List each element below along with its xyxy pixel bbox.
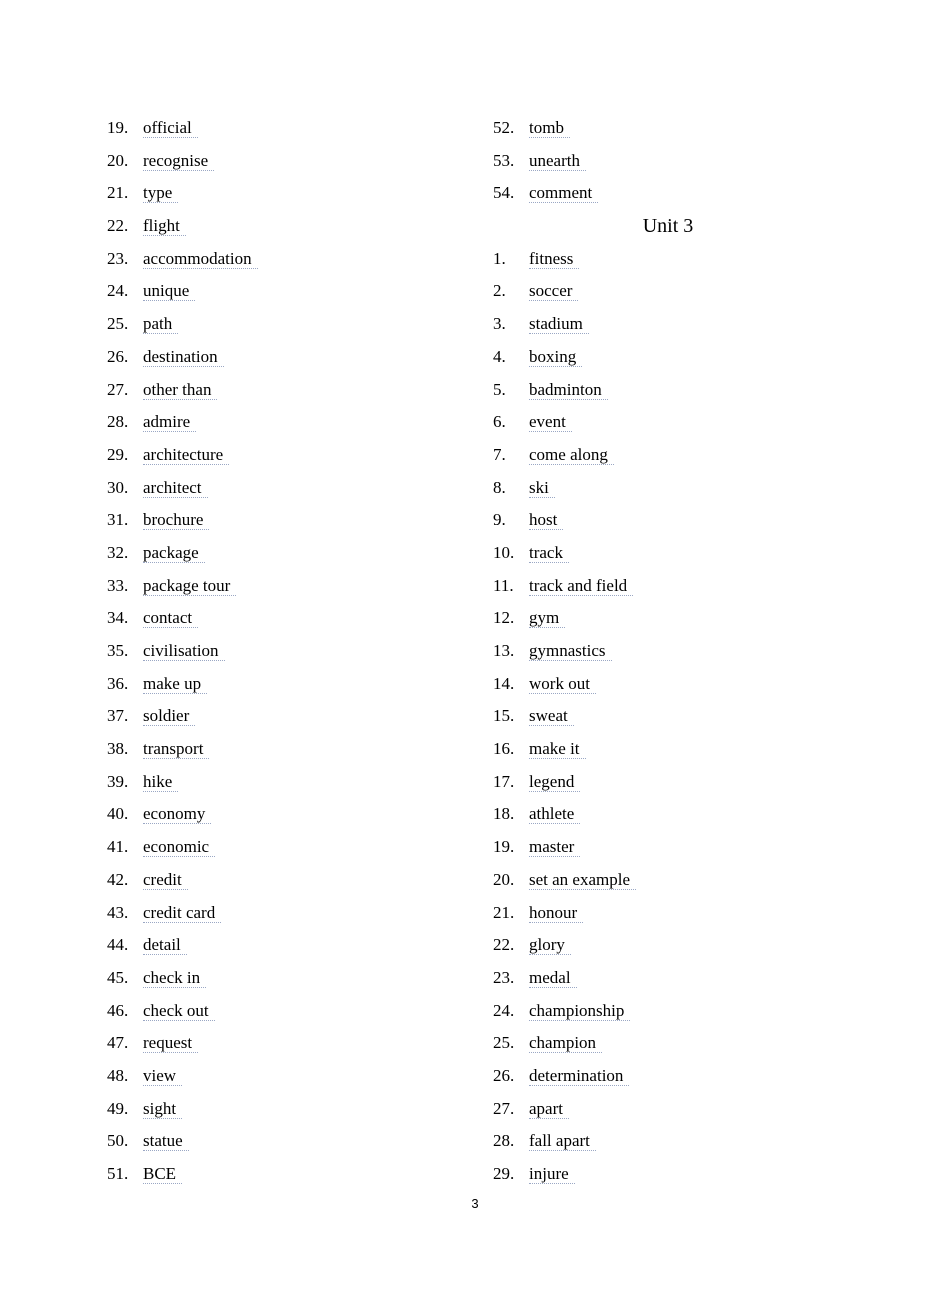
list-item [493,177,853,210]
list-item [107,275,467,308]
page-number: 3 [471,1196,479,1211]
list-item [107,177,467,210]
item-number: 7. [493,444,506,464]
vocabulary-word: tomb [529,119,570,138]
item-number: 1. [493,248,506,268]
item-number: 44. [107,935,129,955]
item-number: 39. [107,771,129,791]
item-number: 42. [107,869,129,889]
item-number: 30. [107,477,129,497]
item-number: 29. [493,1164,515,1183]
item-number: 46. [107,1000,129,1020]
list-item [107,766,467,799]
unit3-list [493,243,853,1191]
vocabulary-word: sweat [529,707,574,726]
list-item [493,570,853,603]
list-item [493,504,853,537]
list-item [493,995,853,1028]
vocabulary-word: hike [143,773,178,792]
list-item [493,798,853,831]
vocabulary-word: transport [143,740,209,759]
vocabulary-word: come along [529,446,614,465]
list-item [107,406,467,439]
vocabulary-word: unique [143,282,195,301]
item-number: 6. [493,412,506,432]
list-item [493,1060,853,1093]
list-item [107,308,467,341]
vocabulary-word: injure [529,1165,575,1184]
list-item [493,962,853,995]
vocabulary-word: path [143,315,178,334]
list-item [493,537,853,570]
list-item [107,341,467,374]
list-item [107,1158,467,1191]
vocabulary-word: credit [143,871,188,890]
list-item [107,112,467,145]
item-number: 28. [107,412,129,432]
item-number: 23. [107,248,129,268]
item-number: 45. [107,967,129,987]
vocabulary-word: boxing [529,348,582,367]
list-item [493,275,853,308]
vocabulary-word: statue [143,1132,189,1151]
item-number: 28. [493,1131,515,1151]
item-number: 26. [493,1065,515,1085]
vocabulary-word: work out [529,675,596,694]
vocabulary-word: medal [529,969,577,988]
item-number: 8. [493,477,506,497]
list-item [107,1093,467,1126]
vocabulary-word: soccer [529,282,578,301]
list-item [107,1027,467,1060]
item-number: 52. [493,118,515,137]
vocabulary-word: check out [143,1002,215,1021]
item-number: 34. [107,608,129,628]
vocabulary-word: track and field [529,577,633,596]
vocabulary-word: economic [143,838,215,857]
list-item [493,439,853,472]
item-number: 4. [493,346,506,366]
item-number: 17. [493,771,515,791]
vocabulary-word: stadium [529,315,589,334]
item-number: 48. [107,1065,129,1085]
item-number: 11. [493,575,514,595]
list-item [107,995,467,1028]
item-number: 3. [493,314,506,334]
list-item [107,1060,467,1093]
list-item [493,897,853,930]
list-item [107,831,467,864]
list-item [493,831,853,864]
list-item [107,210,467,243]
vocabulary-word: make it [529,740,586,759]
item-number: 12. [493,608,515,628]
item-number: 24. [107,281,129,301]
list-item [107,504,467,537]
item-number: 18. [493,804,515,824]
list-item [493,1125,853,1158]
vocabulary-word: flight [143,217,186,236]
vocabulary-word: package [143,544,205,563]
vocabulary-word: champion [529,1034,602,1053]
item-number: 36. [107,673,129,693]
vocabulary-word: accommodation [143,250,258,269]
list-item [493,472,853,505]
vocabulary-word: check in [143,969,206,988]
list-item [493,668,853,701]
left-word-list [107,112,467,1191]
vocabulary-word: architecture [143,446,229,465]
item-number: 23. [493,967,515,987]
item-number: 19. [493,837,515,857]
vocabulary-word: type [143,184,178,203]
vocabulary-word: host [529,511,563,530]
list-item [107,570,467,603]
list-item [107,700,467,733]
vocabulary-word: fitness [529,250,579,269]
vocabulary-word: championship [529,1002,630,1021]
item-number: 25. [493,1033,515,1053]
vocabulary-word: fall apart [529,1132,596,1151]
vocabulary-word: ski [529,479,555,498]
vocabulary-word: set an example [529,871,636,890]
list-item [107,374,467,407]
item-number: 10. [493,542,515,562]
vocabulary-word: determination [529,1067,629,1086]
list-item [493,929,853,962]
vocabulary-word: athlete [529,805,580,824]
item-number: 16. [493,739,515,759]
item-number: 20. [493,869,515,889]
list-item [493,1093,853,1126]
vocabulary-word: event [529,413,572,432]
vocabulary-word: gym [529,609,565,628]
vocabulary-word: track [529,544,569,563]
item-number: 47. [107,1033,129,1053]
item-number: 27. [493,1098,515,1118]
item-number: 37. [107,706,129,726]
item-number: 2. [493,281,506,301]
list-item [107,1125,467,1158]
item-number: 40. [107,804,129,824]
vocabulary-word: destination [143,348,224,367]
vocabulary-word: glory [529,936,571,955]
vocabulary-word: package tour [143,577,236,596]
vocabulary-word: view [143,1067,182,1086]
list-item [107,635,467,668]
item-number: 32. [107,542,129,562]
item-number: 41. [107,837,129,857]
list-item [493,1158,853,1191]
item-number: 22. [493,935,515,955]
list-item [107,897,467,930]
vocabulary-word: other than [143,381,217,400]
list-item [493,1027,853,1060]
list-item [493,308,853,341]
list-item [493,635,853,668]
vocabulary-word: comment [529,184,598,203]
item-number: 29. [107,444,129,464]
list-item [493,733,853,766]
vocabulary-word: legend [529,773,580,792]
vocabulary-word: admire [143,413,196,432]
unit-heading: Unit 3 [642,215,694,238]
unit2-continued-list [493,112,853,210]
item-number: 35. [107,641,129,660]
list-item [493,112,853,145]
right-word-list [493,112,853,1191]
item-number: 53. [493,150,515,170]
vocabulary-word: gymnastics [529,642,612,661]
vocabulary-word: credit card [143,904,221,923]
list-item [107,962,467,995]
list-item [493,766,853,799]
item-number: 38. [107,739,129,759]
list-item [107,439,467,472]
vocabulary-word: badminton [529,381,608,400]
vocabulary-word: honour [529,904,583,923]
item-number: 15. [493,706,515,726]
list-item [107,145,467,178]
list-item [493,864,853,897]
item-number: 51. [107,1164,129,1183]
list-item [493,243,853,276]
item-number: 24. [493,1000,515,1020]
list-item [493,602,853,635]
item-number: 21. [493,902,515,922]
item-number: 26. [107,346,129,366]
list-item [107,243,467,276]
list-item [493,700,853,733]
vocabulary-word: brochure [143,511,209,530]
item-number: 33. [107,575,129,595]
list-item [107,733,467,766]
item-number: 27. [107,379,129,399]
item-number: 22. [107,216,129,236]
vocabulary-word: soldier [143,707,195,726]
list-item [107,864,467,897]
vocabulary-word: civilisation [143,642,225,661]
item-number: 21. [107,183,129,203]
item-number: 25. [107,314,129,334]
list-item [493,145,853,178]
item-number: 9. [493,510,506,530]
item-number: 50. [107,1131,129,1151]
vocabulary-word: make up [143,675,207,694]
list-item [107,602,467,635]
vocabulary-word: contact [143,609,198,628]
item-number: 13. [493,641,515,660]
item-number: 5. [493,379,506,399]
item-number: 31. [107,510,129,530]
item-number: 49. [107,1098,129,1118]
vocabulary-word: request [143,1034,198,1053]
item-number: 20. [107,150,129,170]
vocabulary-word: BCE [143,1165,182,1184]
list-item [107,798,467,831]
vocabulary-word: architect [143,479,208,498]
vocabulary-word: recognise [143,152,214,171]
list-item [107,472,467,505]
vocabulary-word: sight [143,1100,182,1119]
item-number: 43. [107,902,129,922]
list-item [493,374,853,407]
list-item [107,929,467,962]
vocabulary-word: economy [143,805,211,824]
list-item [493,406,853,439]
vocabulary-word: apart [529,1100,569,1119]
vocabulary-word: detail [143,936,187,955]
item-number: 19. [107,118,129,137]
item-number: 54. [493,183,515,203]
vocabulary-word: unearth [529,152,586,171]
item-number: 14. [493,673,515,693]
list-item [107,668,467,701]
vocabulary-word: official [143,119,198,138]
vocabulary-word: master [529,838,580,857]
list-item [107,537,467,570]
list-item [493,341,853,374]
